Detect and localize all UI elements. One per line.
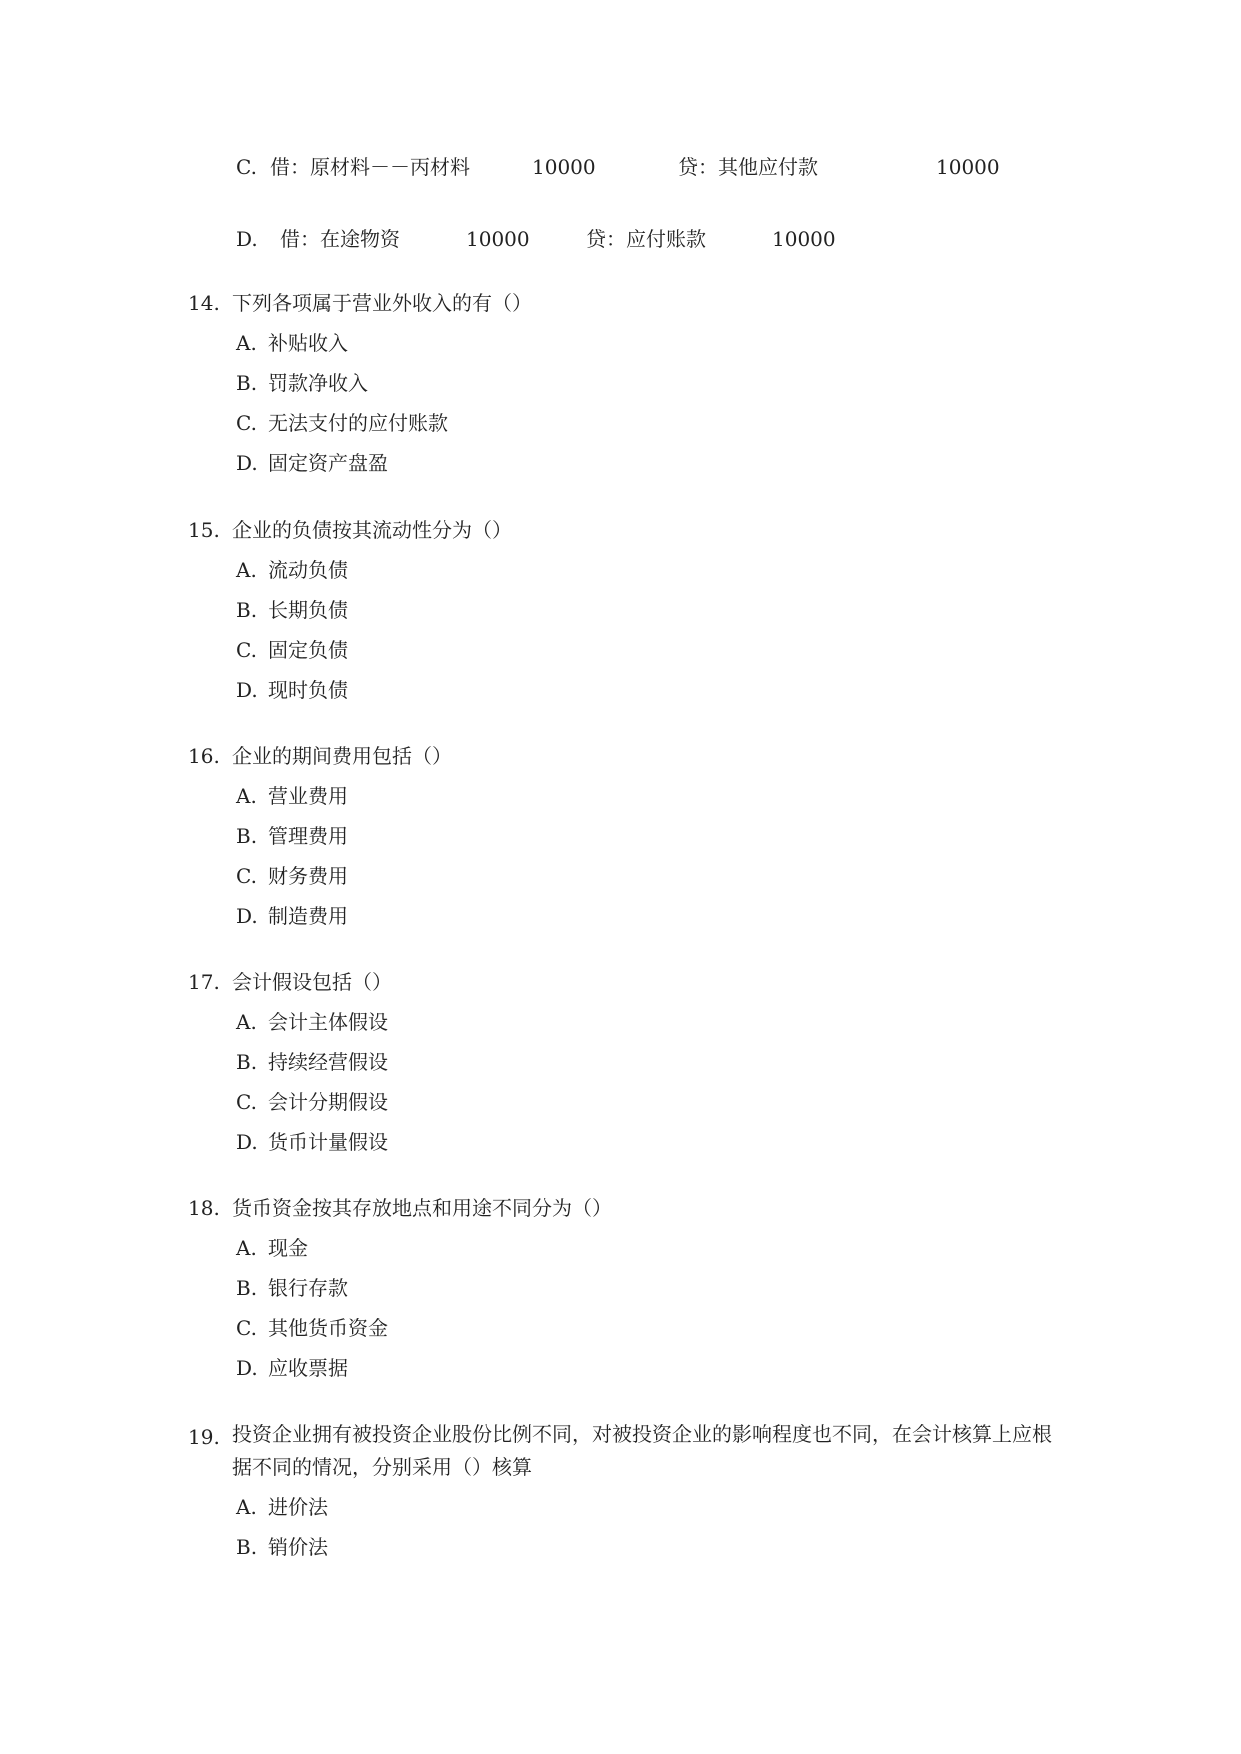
question-text: 企业的负债按其流动性分为（） — [232, 518, 512, 542]
question-number: 19. — [188, 1425, 220, 1449]
debit-amount: 10000 — [532, 155, 596, 179]
option-c: C. 其他货币资金 — [236, 1316, 388, 1340]
option-letter: C. — [236, 155, 257, 179]
credit-account: 贷：应付账款 — [586, 227, 706, 251]
option-d: D. 货币计量假设 — [236, 1130, 388, 1154]
question-text: 投资企业拥有被投资企业股份比例不同，对被投资企业的影响程度也不同，在会计核算上应根据不同的情况，分别采用（）核算 — [232, 1422, 1052, 1479]
option-d: D. 现时负债 — [236, 678, 348, 702]
question-number: 17. — [188, 970, 220, 994]
option-d: D. 制造费用 — [236, 904, 348, 928]
question-19 — [188, 1421, 1068, 1559]
credit-amount: 10000 — [772, 227, 836, 251]
question-14 — [188, 290, 1068, 475]
option-a: A. 进价法 — [236, 1495, 328, 1519]
question-number: 16. — [188, 744, 220, 768]
option-b: B. 长期负债 — [236, 598, 348, 622]
debit-amount: 10000 — [466, 227, 530, 251]
option-a: A. 营业费用 — [236, 784, 348, 808]
question-text: 企业的期间费用包括（） — [232, 744, 452, 768]
option-c: C. 财务费用 — [236, 864, 348, 888]
option-c: C. 会计分期假设 — [236, 1090, 388, 1114]
credit-amount: 10000 — [936, 155, 1000, 179]
question-17 — [188, 969, 1068, 1154]
option-b: B. 销价法 — [236, 1535, 328, 1559]
credit-account: 贷：其他应付款 — [678, 155, 818, 179]
option-a: A. 会计主体假设 — [236, 1010, 388, 1034]
option-c: C. 固定负债 — [236, 638, 348, 662]
question-text: 会计假设包括（） — [232, 970, 392, 994]
option-b: B. 持续经营假设 — [236, 1050, 388, 1074]
question-number: 18. — [188, 1196, 220, 1220]
question-16 — [188, 743, 1068, 928]
option-b: B. 管理费用 — [236, 824, 348, 848]
option-b: B. 银行存款 — [236, 1276, 348, 1300]
option-b: B. 罚款净收入 — [236, 371, 368, 395]
option-a: A. 流动负债 — [236, 558, 348, 582]
option-d: D. 固定资产盘盈 — [236, 451, 388, 475]
option-d: D. 应收票据 — [236, 1356, 348, 1380]
debit-account: 借：在途物资 — [280, 227, 400, 251]
question-number: 15. — [188, 518, 220, 542]
question-number: 14. — [188, 291, 220, 315]
option-a: A. 补贴收入 — [236, 331, 348, 355]
question-15 — [188, 517, 1068, 702]
question-text: 货币资金按其存放地点和用途不同分为（） — [232, 1196, 612, 1220]
question-18 — [188, 1195, 1068, 1380]
option-letter: D. — [236, 227, 258, 251]
option-a: A. 现金 — [236, 1236, 308, 1260]
debit-account: 借：原材料－－丙材料 — [270, 155, 470, 179]
question-text: 下列各项属于营业外收入的有（） — [232, 291, 532, 315]
option-c: C. 无法支付的应付账款 — [236, 411, 448, 435]
